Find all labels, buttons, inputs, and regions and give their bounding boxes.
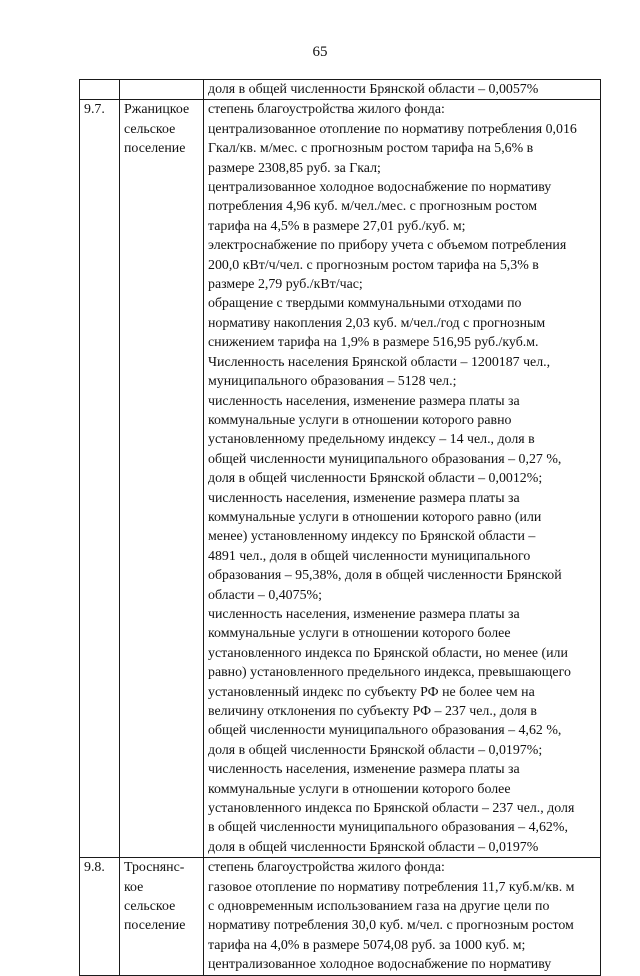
description-line: тарифа на 4,0% в размере 5074,08 руб. за 1000 куб. м;	[208, 937, 526, 953]
description-line: области – 0,4075%;	[208, 587, 322, 603]
tariff-table	[79, 79, 601, 976]
description-line: установленному предельному индексу – 14 чел., доля в	[208, 432, 535, 448]
settlement-name-line: сельское	[124, 121, 176, 137]
description-line: доля в общей численности Брянской области – 0,0197%	[208, 839, 539, 855]
description-line: снижением тарифа на 1,9% в размере 516,95 руб./куб.м.	[208, 335, 539, 351]
description-line: степень благоустройства жилого фонда:	[208, 102, 445, 118]
description-line: тарифа на 4,5% в размере 27,01 руб./куб. м;	[208, 218, 466, 234]
description-line: 4891 чел., доля в общей численности муниципального	[208, 548, 531, 564]
description-line: газовое отопление по нормативу потребления 11,7 куб.м/кв. м	[208, 879, 575, 895]
description-line: доля в общей численности Брянской области – 0,0197%;	[208, 742, 543, 758]
table-row	[80, 858, 601, 975]
description-line: нормативу потребления 30,0 куб. м/чел. с прогнозным ростом	[208, 918, 574, 934]
description-line: численность населения, изменение размера платы за	[208, 606, 520, 622]
description-line: 200,0 кВт/ч/чел. с прогнозным ростом тарифа на 5,3% в	[208, 257, 539, 273]
description-cell	[204, 80, 601, 100]
description-line: Численность населения Брянской области – 1200187 чел.,	[208, 354, 551, 370]
page-number: 65	[312, 44, 328, 60]
description-line: доля в общей численности Брянской области – 0,0057%	[208, 82, 539, 97]
description-line: образования – 95,38%, доля в общей численности Брянской	[208, 568, 562, 584]
table-row	[80, 80, 601, 100]
description-line: установленного индекса по Брянской области – 237 чел., доля	[208, 801, 575, 817]
description-line: общей численности муниципального образования – 0,27 %,	[208, 451, 562, 467]
row-number-cell: 9.7.	[80, 100, 120, 858]
description-line: коммунальные услуги в отношении которого более	[208, 781, 511, 797]
description-line: численность населения, изменение размера платы за	[208, 490, 520, 506]
description-line: нормативу накопления 2,03 куб. м/чел./год с прогнозным	[208, 315, 546, 331]
description-line: с одновременным использованием газа на другие цели по	[208, 899, 550, 915]
description-line: Гкал/кв. м/мес. с прогнозным ростом тарифа на 5,6% в	[208, 141, 534, 157]
description-line: централизованное холодное водоснабжение по нормативу	[208, 957, 552, 973]
settlement-name-line: Троснянс-	[124, 860, 185, 876]
description-line: в общей численности муниципального образования – 4,62%,	[208, 820, 568, 836]
description-line: коммунальные услуги в отношении которого более	[208, 626, 511, 642]
description-line: размере 2,79 руб./кВт/час;	[208, 277, 363, 293]
settlement-name-line: кое	[124, 879, 144, 895]
settlement-name-line: сельское	[124, 899, 176, 915]
description-line: централизованное отопление по нормативу потребления 0,016	[208, 121, 577, 137]
settlement-name-line: Ржаницкое	[124, 102, 190, 118]
settlement-name-cell	[120, 858, 204, 975]
settlement-name-line: поселение	[124, 918, 186, 934]
description-line: степень благоустройства жилого фонда:	[208, 860, 445, 876]
table-body	[80, 80, 601, 976]
description-line: установленный индекс по субъекту РФ не более чем на	[208, 684, 535, 700]
description-line: численность населения, изменение размера платы за	[208, 762, 520, 778]
description-line: электроснабжение по прибору учета с объемом потребления	[208, 238, 567, 254]
description-line: общей численности муниципального образования – 4,62 %,	[208, 723, 562, 739]
description-line: коммунальные услуги в отношении которого равно	[208, 412, 512, 428]
settlement-name-cell	[120, 80, 204, 100]
description-cell	[204, 100, 601, 858]
row-number-cell: 9.8.	[80, 858, 120, 975]
description-line: равно) установленного предельного индекса, превышающего	[208, 665, 571, 681]
row-number-cell	[80, 80, 120, 100]
settlement-name-cell	[120, 100, 204, 858]
description-line: численность населения, изменение размера платы за	[208, 393, 520, 409]
description-cell	[204, 858, 601, 975]
settlement-name-line: поселение	[124, 141, 186, 157]
description-line: менее) установленному индексу по Брянской области –	[208, 529, 536, 545]
description-line: доля в общей численности Брянской области – 0,0012%;	[208, 471, 543, 487]
description-line: муниципального образования – 5128 чел.;	[208, 374, 457, 390]
description-line: обращение с твердыми коммунальными отходами по	[208, 296, 522, 312]
description-line: коммунальные услуги в отношении которого равно (или	[208, 509, 542, 525]
description-line: размере 2308,85 руб. за Гкал;	[208, 160, 381, 176]
description-line: потребления 4,96 куб. м/чел./мес. с прогнозным ростом	[208, 199, 537, 215]
description-line: величину отклонения по субъекту РФ – 237 чел., доля в	[208, 704, 537, 719]
description-line: централизованное холодное водоснабжение по нормативу	[208, 180, 552, 196]
table-row	[80, 100, 601, 858]
description-line: установленного индекса по Брянской области, но менее (или	[208, 645, 568, 661]
